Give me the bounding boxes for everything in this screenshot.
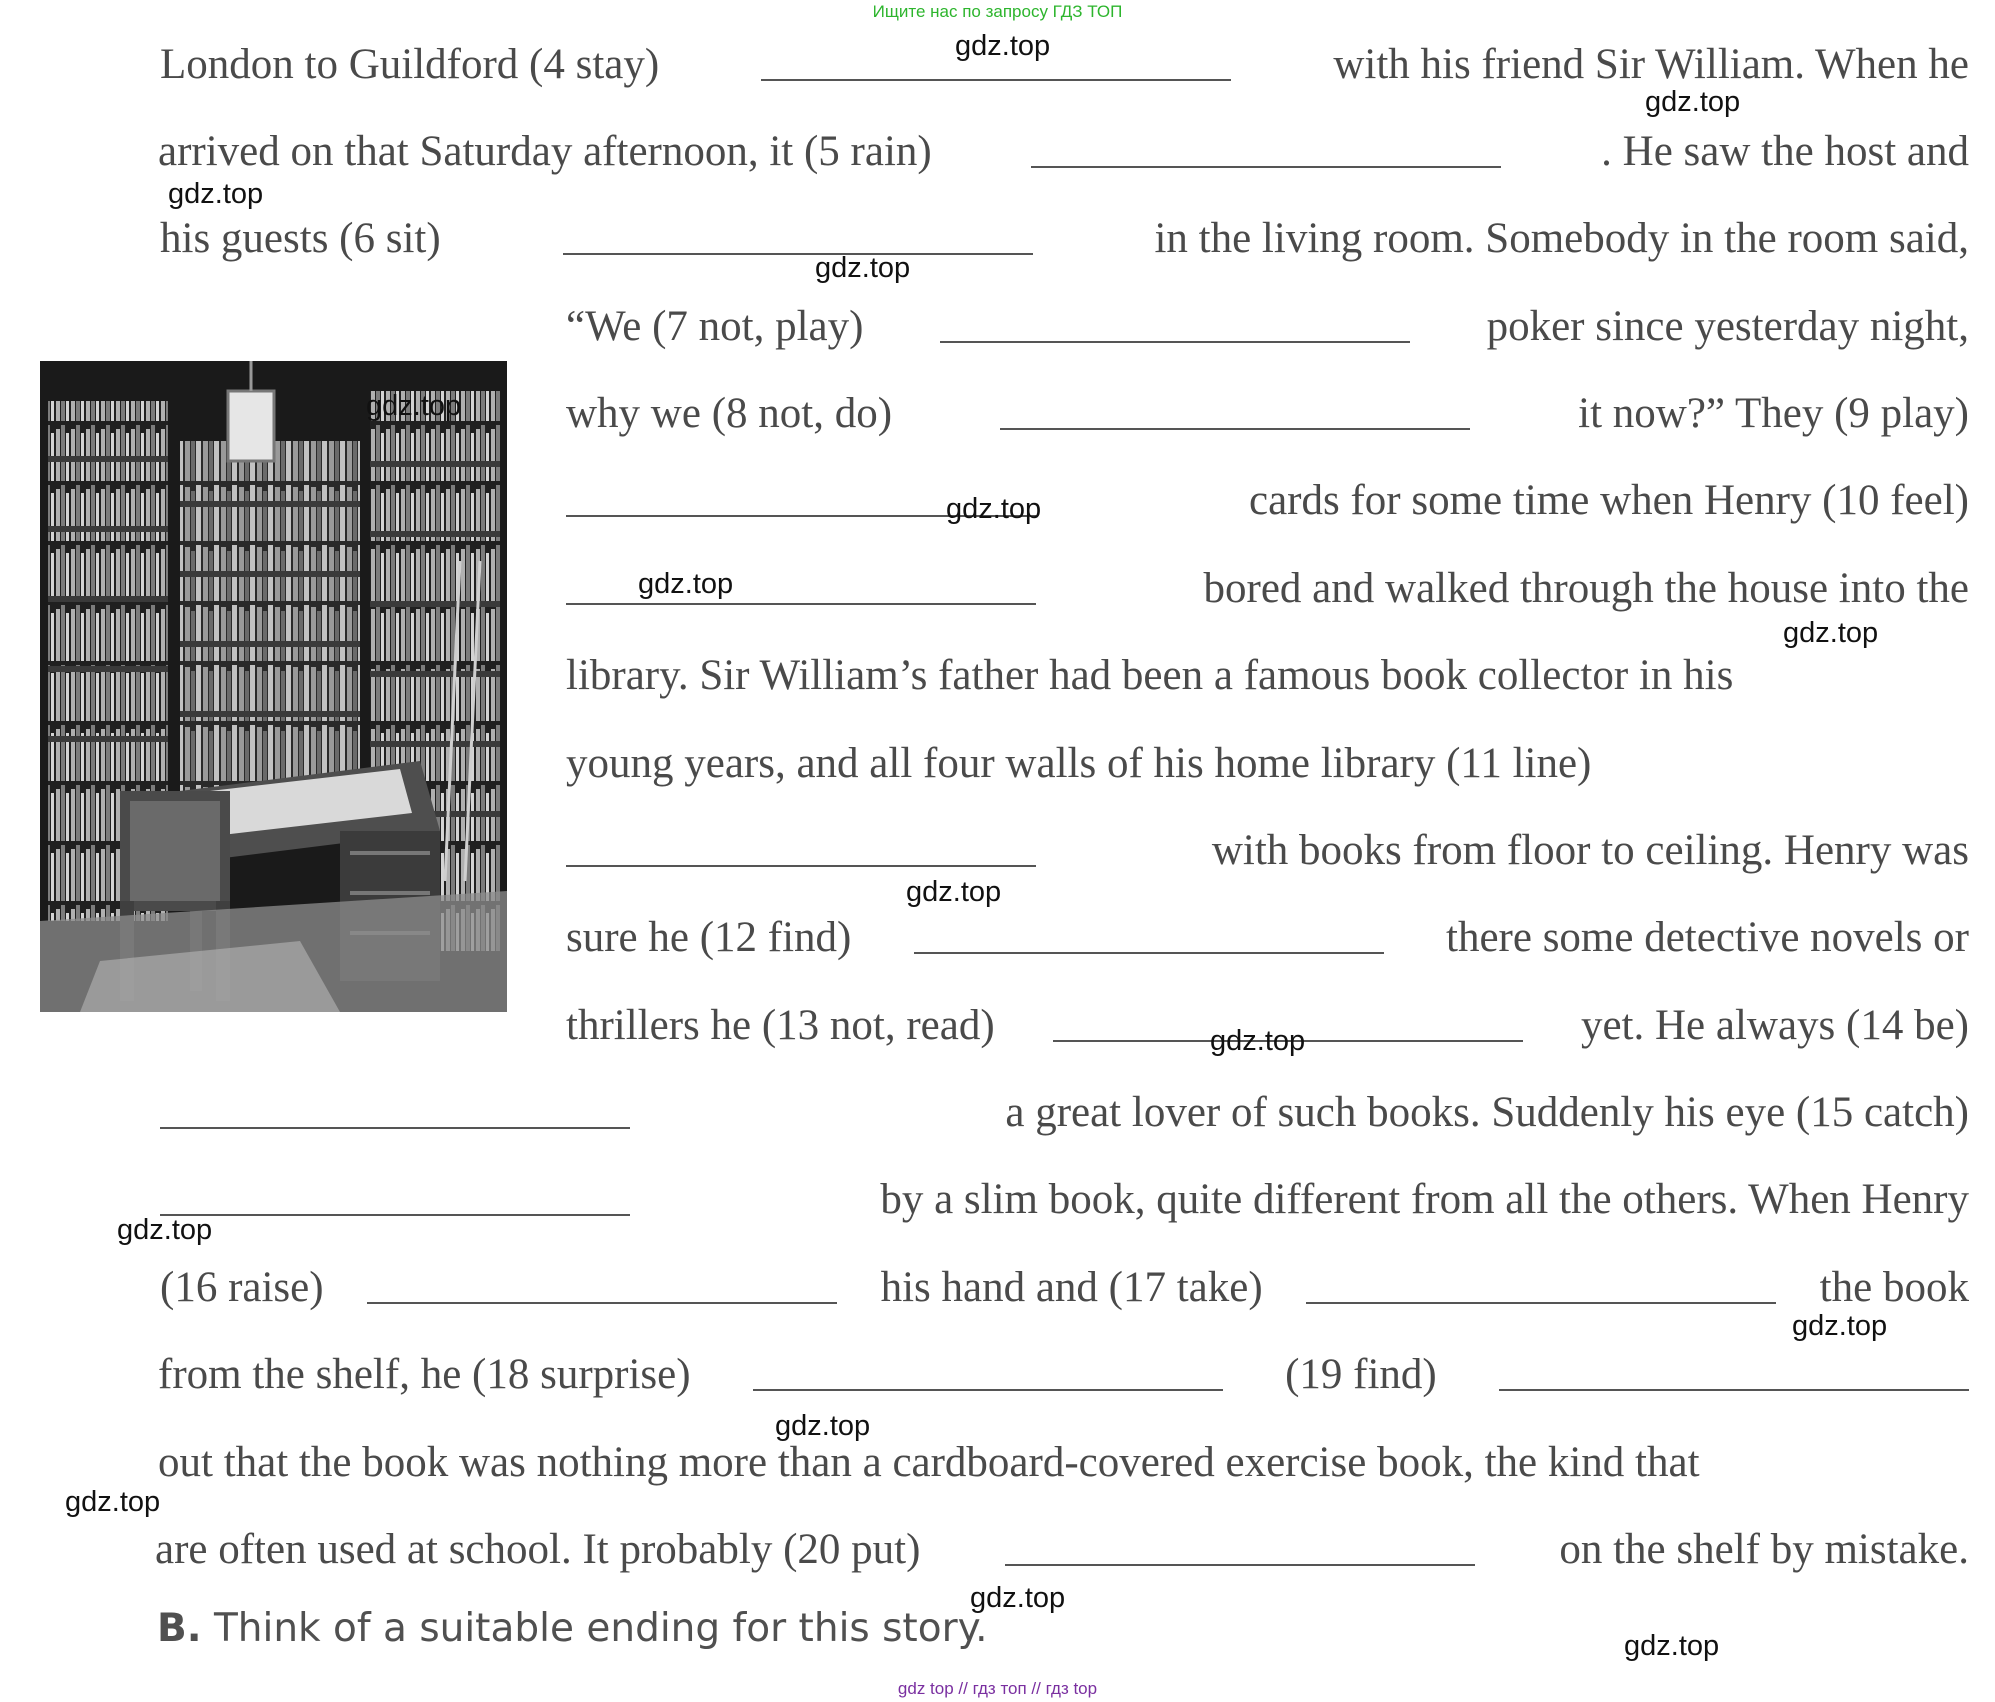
- answer-blank-15[interactable]: [160, 1214, 630, 1216]
- answer-blank-8[interactable]: [1000, 428, 1470, 430]
- line-12-seg-2: yet. He always (14 be): [1580, 1002, 1969, 1049]
- task-b: [157, 1606, 988, 1651]
- line-2-seg-2: . He saw the host and: [1601, 128, 1969, 175]
- answer-blank-19[interactable]: [1499, 1389, 1969, 1391]
- watermark: gdz.top: [775, 1410, 871, 1442]
- line-10-seg-1: with books from floor to ceiling. Henry was: [1211, 827, 1969, 874]
- line-12-seg-1: thrillers he (13 not, read): [566, 1002, 995, 1049]
- line-15-seg-1: (16 raise): [160, 1264, 324, 1311]
- line-11-seg-2: there some detective novels or: [1446, 914, 1969, 961]
- answer-blank-14[interactable]: [160, 1127, 630, 1129]
- text-line-10: [566, 821, 1969, 881]
- line-8-seg-1: library. Sir William’s father had been a famous book collector in his: [566, 652, 1734, 699]
- watermark: gdz.top: [1645, 86, 1741, 118]
- line-3-seg-1: his guests (6 sit): [160, 215, 441, 262]
- line-18-seg-1: are often used at school. It probably (20 put): [155, 1526, 921, 1573]
- watermark: gdz.top: [65, 1486, 161, 1518]
- line-6-seg-1: cards for some time when Henry (10 feel): [1249, 477, 1969, 524]
- watermark: gdz.top: [168, 178, 264, 210]
- line-11-seg-1: sure he (12 find): [566, 914, 852, 961]
- answer-blank-16[interactable]: [367, 1302, 837, 1304]
- text-line-2: [158, 122, 1969, 182]
- answer-blank-6[interactable]: [563, 253, 1033, 255]
- watermark: gdz.top: [117, 1214, 213, 1246]
- text-line-5: [566, 384, 1969, 444]
- watermark: gdz.top: [638, 568, 734, 600]
- line-7-seg-1: bored and walked through the house into the: [1203, 565, 1969, 612]
- line-2-seg-1: arrived on that Saturday afternoon, it (5 rain): [158, 128, 932, 175]
- answer-blank-4[interactable]: [761, 79, 1231, 81]
- library-illustration: [40, 361, 507, 1012]
- line-5-seg-1: why we (8 not, do): [566, 390, 893, 437]
- text-line-13: [160, 1083, 1969, 1143]
- library-photo: [40, 361, 507, 1012]
- line-18-seg-2: on the shelf by mistake.: [1559, 1526, 1969, 1573]
- text-line-4: [566, 297, 1969, 357]
- answer-blank-17[interactable]: [1306, 1302, 1776, 1304]
- text-line-17: [158, 1433, 1969, 1493]
- answer-blank-5[interactable]: [1031, 166, 1501, 168]
- text-line-3: [160, 209, 1969, 269]
- line-14-seg-1: by a slim book, quite different from all the others. When Henry: [880, 1176, 1969, 1223]
- watermark: gdz.top: [1210, 1025, 1306, 1057]
- line-16-seg-1: from the shelf, he (18 surprise): [158, 1351, 691, 1398]
- watermark: gdz.top: [815, 252, 911, 284]
- line-4-seg-1: “We (7 not, play): [566, 303, 864, 350]
- watermark: gdz.top: [1624, 1630, 1720, 1662]
- footer-links[interactable]: gdz top // гдз топ // гдз top: [897, 1679, 1098, 1698]
- text-line-11: [566, 908, 1969, 968]
- line-4-seg-2: poker since yesterday night,: [1486, 303, 1969, 350]
- text-line-6: [566, 471, 1969, 531]
- line-9-seg-1: young years, and all four walls of his home library (11 line): [566, 740, 1592, 787]
- line-15-seg-3: the book: [1819, 1264, 1969, 1311]
- watermark: gdz.top: [1783, 617, 1879, 649]
- line-5-seg-2: it now?” They (9 play): [1578, 390, 1969, 437]
- line-16-seg-2: (19 find): [1285, 1351, 1437, 1398]
- text-line-18: [155, 1520, 1969, 1580]
- watermark: gdz.top: [955, 30, 1051, 62]
- watermark: gdz.top: [906, 876, 1002, 908]
- watermark: gdz.top: [946, 493, 1042, 525]
- line-15-seg-2: his hand and (17 take): [880, 1264, 1263, 1311]
- text-line-9: [566, 734, 1969, 794]
- answer-blank-20[interactable]: [1005, 1564, 1475, 1566]
- text-line-14: [160, 1170, 1969, 1230]
- search-banner[interactable]: Ищите нас по запросу ГДЗ ТОП: [872, 2, 1123, 21]
- task-b-text: Think of a suitable ending for this story.: [213, 1606, 988, 1651]
- line-1-seg-1: London to Guildford (4 stay): [160, 41, 660, 88]
- line-13-seg-1: a great lover of such books. Suddenly his eye (15 catch): [1005, 1089, 1969, 1136]
- answer-blank-11[interactable]: [566, 865, 1036, 867]
- text-line-8: [566, 646, 1969, 706]
- watermark: gdz.top: [1792, 1310, 1888, 1342]
- line-17-seg-1: out that the book was nothing more than a cardboard-covered exercise book, the kind that: [158, 1439, 1700, 1486]
- answer-blank-7[interactable]: [940, 341, 1410, 343]
- watermark: gdz.top: [366, 390, 462, 422]
- text-line-7: [566, 559, 1969, 619]
- line-3-seg-2: in the living room. Somebody in the room said,: [1154, 215, 1969, 262]
- watermark: gdz.top: [970, 1582, 1066, 1614]
- task-b-label: B.: [157, 1606, 202, 1651]
- answer-blank-10[interactable]: [566, 603, 1036, 605]
- answer-blank-12[interactable]: [914, 952, 1384, 954]
- text-line-15: [160, 1258, 1969, 1318]
- line-1-seg-2: with his friend Sir William. When he: [1333, 41, 1969, 88]
- text-line-16: [158, 1345, 1969, 1405]
- answer-blank-18[interactable]: [753, 1389, 1223, 1391]
